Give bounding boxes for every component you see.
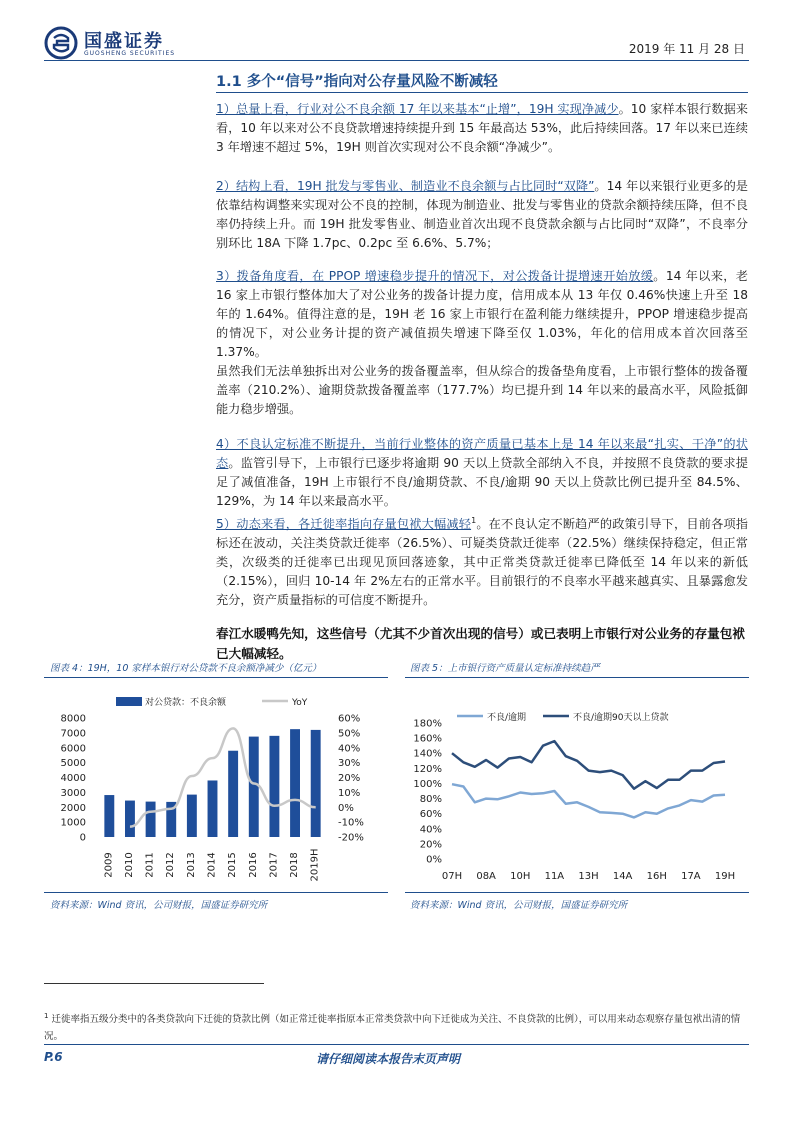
x-tick-label: 2009 [103,852,115,878]
paragraph-4-body: 。监管引导下，上市银行已逐步将逾期 90 天以上贷款全部纳入不良，并按照不良贷款的要求提足了减值准备，19H 上市银行不良/逾期贷款、不良/逾期 90 天以上贷款比例已提升至 84.5%、129%，为 14 年以来最高水平。 [216,456,748,508]
bar-2015 [228,751,238,837]
figure4-source: 资料来源：Wind 资讯，公司财报，国盛证券研究所 [50,900,268,911]
figure4-bottom-rule [44,892,388,893]
paragraph-2-body: 。14 年以来银行业更多的是依靠结构调整来实现对公不良的控制，体现为制造业、批发与零售业的贷款余额持续压降，但不良率仍持续上升。而 19H 批发零售业、制造业首次出现不良贷款余额与占比同时“双降”，不良率分别环比 18A 下降 1.7pc、0.2pc 至 6.6%、5.7%； [216,179,748,250]
x-tick-label: 2019H [309,848,321,882]
y-left-tick-label: 6000 [60,743,86,755]
footer-disclaimer: 请仔细阅读本报告末页声明 [316,1052,461,1066]
paragraph-1 [216,100,748,157]
paragraph-3-body: 。14 年以来，老 16 家上市银行整体加大了对公业务的拨备计提力度，信用成本从 13 年仅 0.46%快速上升至 18 年的 1.64%。值得注意的是，19H 老 16 家上市银行在盈利能力继续提升，PPOP 增速稳步提高的情况下，对公业务计提的资产减值损失增速下降至仅 1.03%，年化的信用成本首次回落至 1.37%。 [216,269,748,359]
y-tick-label: 120% [413,763,442,775]
figure5-title-rule [405,677,749,678]
bar-2009 [104,795,114,837]
section-title: 1.1 多个“信号”指向对公存量风险不断减轻 [216,74,498,90]
footnote-text: 迁徙率指五级分类中的各类贷款向下迁徙的贷款比例（如正常迁徙率指原本正常类贷款中向下迁徙成为关注、不良贷款的比例），可以用来动态观察存量包袱出清的情况。 [44,1014,741,1043]
footnote [44,1008,749,1045]
figure4-title: 图表 4：19H，10 家样本银行对公贷款不良余额净减少（亿元） [50,663,322,674]
figure4-chart [44,680,388,890]
y-tick-label: 60% [419,809,442,821]
y-right-tick-label: 0% [338,802,354,814]
x-tick-label: 2014 [206,852,218,878]
x-tick-label: 16H [646,871,667,882]
paragraph-1-lead: 1）总量上看，行业对公不良余额 17 年以来基本“止增”，19H 实现净减少 [216,102,619,116]
bar-2019H [311,730,321,837]
footer-rule [44,1044,749,1045]
y-tick-label: 80% [419,794,442,806]
y-right-tick-label: 40% [338,743,361,755]
bar-2011 [146,802,156,837]
legend-label-bars: 对公贷款：不良余额 [145,698,227,708]
x-tick-label: 10H [510,871,531,882]
y-right-tick-label: -20% [338,832,364,844]
npl-overdue-line [452,784,725,817]
y-left-tick-label: 2000 [60,802,86,814]
x-tick-label: 13H [578,871,599,882]
paragraph-3 [216,267,748,362]
x-tick-label: 17A [681,871,701,882]
bar-2010 [125,801,135,837]
y-left-tick-label: 7000 [60,728,86,740]
npl-overdue90-line [452,741,725,789]
page-number: P.6 [44,1050,63,1064]
x-tick-label: 2015 [227,852,239,878]
bar-2016 [249,737,259,837]
paragraph-2-lead: 2）结构上看，19H 批发与零售业、制造业不良余额与占比同时“双降” [216,179,595,193]
footnote-ref[interactable]: 1 [471,516,477,525]
y-left-tick-label: 5000 [60,758,86,770]
bar-2014 [208,780,218,837]
y-right-tick-label: 10% [338,787,361,799]
y-tick-label: 0% [426,854,442,866]
paragraph-1-body: 。10 家样本银行数据来看，10 年以来对公不良贷款增速持续提升到 15 年最高达 53%，此后持续回落。17 年以来已连续 3 年增速不超过 5%，19H 则首次实现对公不良余额“净减少”。 [216,102,748,154]
section-title-rule [216,92,748,93]
legend-label-npl-overdue90: 不良/逾期90天以上贷款 [573,713,669,723]
paragraph-5-body: 。在不良认定不断趋严的政策引导下，目前各项指标还在波动，关注类贷款迁徙率（26.5%）、可疑类贷款迁徙率（22.5%）继续保持稳定，但正常类，次级类的迁徙率已出现见顶回落迹象，其中正常类贷款迁徙率已降低至 14 年以来的新低（2.15%），回归 10-14 年 2%左右的正常水平。目前银行的不良率水平越来越真实、且暴露愈发充分，资产质量指标的可信度不断提升。 [216,517,748,608]
y-right-tick-label: 50% [338,728,361,740]
y-left-tick-label: 1000 [60,817,86,829]
x-tick-label: 11A [544,871,565,882]
paragraph-5-lead: 5）动态来看，各迁徙率指向存量包袱大幅减轻 [216,517,472,532]
figure5-source: 资料来源：Wind 资讯，公司财报，国盛证券研究所 [410,900,628,911]
y-right-tick-label: -10% [338,817,364,829]
x-tick-label: 2017 [268,852,280,878]
x-tick-label: 2011 [144,852,156,878]
y-tick-label: 160% [413,733,442,745]
guosheng-logo-icon [44,26,78,60]
y-left-tick-label: 0 [79,832,86,844]
figure5-bottom-rule [405,892,749,893]
brand-subtitle: GUOSHENG SECURITIES [84,50,176,57]
x-tick-label: 2016 [247,852,259,878]
paragraph-4-lead: 4）不良认定标准不断提升，当前行业整体的资产质量已基本上是 14 年以来最“扎实、干净”的状态 [216,437,748,470]
bar-2018 [290,729,300,837]
footnote-number: 1 [44,1012,49,1020]
x-tick-label: 2013 [185,852,197,878]
brand-name: 国盛证券 [84,31,164,52]
paragraph-4 [216,435,748,511]
bar-2013 [187,795,197,837]
legend-label-npl-overdue: 不良/逾期 [487,713,527,723]
y-tick-label: 140% [413,748,442,760]
x-tick-label: 08A [476,871,496,882]
figure4-title-rule [44,677,388,678]
legend-swatch-bars [116,697,142,706]
y-left-tick-label: 3000 [60,787,86,799]
figure5-title: 图表 5：上市银行资产质量认定标准持续趋严 [410,663,600,674]
x-tick-label: 2018 [289,852,301,878]
paragraph-2 [216,177,748,253]
figure5-chart [405,680,749,890]
paragraph-5 [216,511,748,610]
footnote-rule [44,983,264,984]
yoy-series-line [130,728,316,826]
report-date: 2019 年 11 月 28 日 [628,42,745,56]
header-rule [44,60,749,61]
y-right-tick-label: 60% [338,713,361,725]
conclusion: 春江水暖鸭先知，这些信号（尤其不少首次出现的信号）或已表明上市银行对公业务的存量包袱已大幅减轻。 [216,626,745,661]
y-left-tick-label: 8000 [60,713,86,725]
legend-label-yoy: YoY [292,698,308,708]
y-left-tick-label: 4000 [60,773,86,784]
x-tick-label: 19H [714,871,736,882]
paragraph-3b: 虽然我们无法单独拆出对公业务的拨备覆盖率，但从综合的拨备垫角度看，上市银行整体的拨备覆盖率（210.2%）、逾期贷款拨备覆盖率（177.7%）均已提升到 14 年以来的最高水平，风险抵御能力稳步增强。 [216,364,748,416]
y-right-tick-label: 30% [338,758,361,770]
x-tick-label: 2010 [123,852,135,878]
bar-2017 [269,736,279,837]
x-tick-label: 2012 [165,852,177,878]
paragraph-3-lead: 3）拨备角度看，在 PPOP 增速稳步提升的情况下，对公拨备计提增速开始放缓 [216,269,654,283]
y-tick-label: 20% [419,839,442,851]
y-tick-label: 40% [419,824,442,836]
y-tick-label: 100% [413,778,442,790]
x-tick-label: 07H [441,871,463,882]
y-tick-label: 180% [413,718,442,730]
y-right-tick-label: 20% [338,773,361,784]
x-tick-label: 14A [612,871,633,882]
